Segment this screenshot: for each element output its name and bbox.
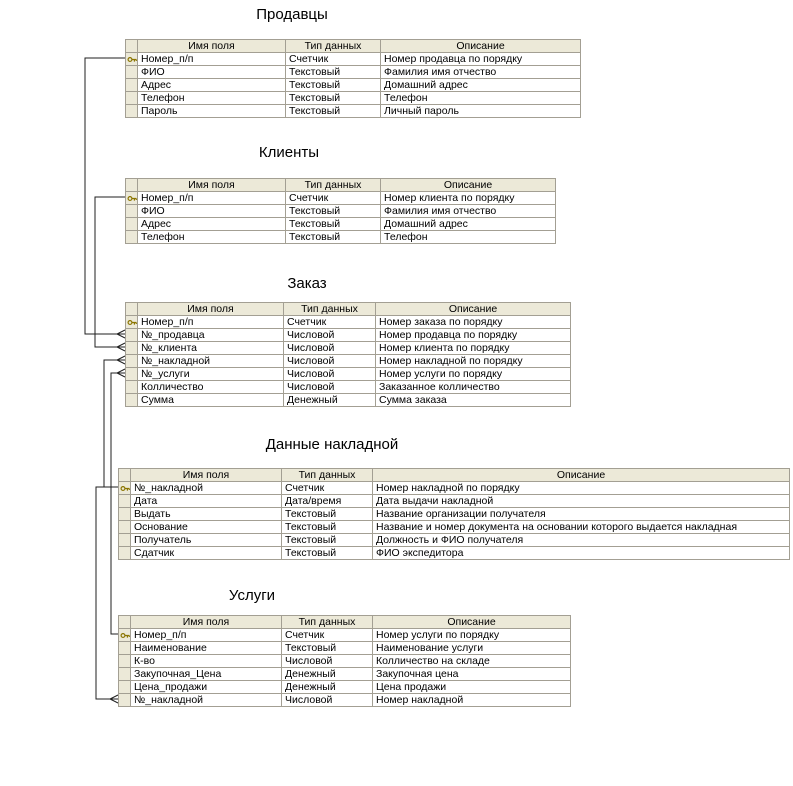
- field-type-cell: Числовой: [284, 368, 376, 381]
- field-name-cell: Адрес: [138, 79, 286, 92]
- row-selector: [119, 694, 131, 707]
- field-name-cell: Наименование: [131, 642, 282, 655]
- relationship-line-sellers-order: [85, 58, 125, 334]
- row-selector: [119, 508, 131, 521]
- table-title-invoice: Данные накладной: [265, 436, 399, 453]
- field-row: [126, 355, 571, 368]
- field-name-cell: №_продавца: [138, 329, 284, 342]
- field-row: [126, 105, 581, 118]
- relationship-line-clients-order: [95, 197, 125, 347]
- relationship-arrow-icon: [117, 330, 125, 338]
- field-desc-cell: Номер накладной по порядку: [373, 482, 790, 495]
- field-desc-cell: Номер клиента по порядку: [381, 192, 556, 205]
- primary-key-icon: [120, 631, 130, 640]
- field-desc-cell: Цена продажи: [373, 681, 571, 694]
- table-header-row: [126, 303, 571, 316]
- primary-key-icon: [127, 55, 137, 64]
- field-type-cell: Денежный: [282, 681, 373, 694]
- field-type-cell: Текстовый: [286, 231, 381, 244]
- row-selector: [126, 92, 138, 105]
- field-row: [126, 342, 571, 355]
- field-type-cell: Денежный: [282, 668, 373, 681]
- row-selector: [126, 316, 138, 329]
- field-type-cell: Текстовый: [286, 66, 381, 79]
- table-header-row: [126, 179, 556, 192]
- field-type-cell: Текстовый: [286, 92, 381, 105]
- field-desc-cell: Дата выдачи накладной: [373, 495, 790, 508]
- field-name-cell: Получатель: [131, 534, 282, 547]
- table-header-row: [119, 616, 571, 629]
- field-row: [126, 368, 571, 381]
- field-type-cell: Текстовый: [286, 79, 381, 92]
- field-type-cell: Счетчик: [286, 192, 381, 205]
- field-desc-cell: Личный пароль: [381, 105, 581, 118]
- column-header-description: Описание: [381, 179, 556, 192]
- table-clients: [125, 178, 556, 244]
- field-desc-cell: Номер накладной: [373, 694, 571, 707]
- field-desc-cell: Телефон: [381, 231, 556, 244]
- row-selector: [126, 66, 138, 79]
- field-type-cell: Текстовый: [282, 508, 373, 521]
- column-header-field-name: Имя поля: [138, 303, 284, 316]
- field-row: [126, 218, 556, 231]
- row-selector: [126, 192, 138, 205]
- row-selector-header: [119, 469, 131, 482]
- row-selector: [119, 482, 131, 495]
- field-name-cell: ФИО: [138, 205, 286, 218]
- field-row: [119, 668, 571, 681]
- column-header-description: Описание: [376, 303, 571, 316]
- field-desc-cell: Закупочная цена: [373, 668, 571, 681]
- column-header-data-type: Тип данных: [282, 469, 373, 482]
- row-selector: [119, 495, 131, 508]
- row-selector: [119, 521, 131, 534]
- field-row: [126, 66, 581, 79]
- field-type-cell: Текстовый: [282, 547, 373, 560]
- primary-key-icon: [127, 318, 137, 327]
- row-selector-header: [126, 40, 138, 53]
- field-type-cell: Текстовый: [286, 205, 381, 218]
- column-header-description: Описание: [373, 469, 790, 482]
- row-selector: [119, 547, 131, 560]
- field-type-cell: Числовой: [284, 329, 376, 342]
- field-name-cell: №_накладной: [131, 694, 282, 707]
- table-title-sellers: Продавцы: [256, 6, 328, 23]
- row-selector-header: [126, 179, 138, 192]
- row-selector: [119, 655, 131, 668]
- field-type-cell: Счетчик: [282, 629, 373, 642]
- field-name-cell: Телефон: [138, 92, 286, 105]
- field-type-cell: Числовой: [284, 355, 376, 368]
- field-type-cell: Дата/время: [282, 495, 373, 508]
- field-row: [119, 681, 571, 694]
- field-row: [119, 521, 790, 534]
- field-desc-cell: Номер услуги по порядку: [373, 629, 571, 642]
- field-desc-cell: Номер продавца по порядку: [376, 329, 571, 342]
- field-row: [119, 694, 571, 707]
- field-type-cell: Текстовый: [282, 642, 373, 655]
- table-header-row: [119, 469, 790, 482]
- field-desc-cell: Сумма заказа: [376, 394, 571, 407]
- row-selector: [126, 394, 138, 407]
- field-name-cell: ФИО: [138, 66, 286, 79]
- column-header-data-type: Тип данных: [286, 40, 381, 53]
- column-header-field-name: Имя поля: [131, 616, 282, 629]
- field-row: [119, 482, 790, 495]
- row-selector: [119, 534, 131, 547]
- column-header-data-type: Тип данных: [282, 616, 373, 629]
- field-desc-cell: Номер заказа по порядку: [376, 316, 571, 329]
- field-row: [119, 642, 571, 655]
- field-name-cell: Номер_п/п: [138, 53, 286, 66]
- field-row: [119, 508, 790, 521]
- field-row: [126, 92, 581, 105]
- column-header-data-type: Тип данных: [284, 303, 376, 316]
- row-selector: [126, 329, 138, 342]
- field-name-cell: К-во: [131, 655, 282, 668]
- table-header-row: [126, 40, 581, 53]
- row-selector: [126, 368, 138, 381]
- field-name-cell: №_накладной: [131, 482, 282, 495]
- field-type-cell: Текстовый: [286, 218, 381, 231]
- table-title-services: Услуги: [228, 587, 276, 604]
- field-row: [126, 231, 556, 244]
- row-selector: [126, 205, 138, 218]
- table-title-order: Заказ: [287, 275, 327, 292]
- row-selector: [126, 79, 138, 92]
- field-desc-cell: ФИО экспедитора: [373, 547, 790, 560]
- field-name-cell: Закупочная_Цена: [131, 668, 282, 681]
- field-row: [126, 394, 571, 407]
- field-row: [119, 629, 571, 642]
- row-selector-header: [126, 303, 138, 316]
- field-row: [119, 547, 790, 560]
- field-type-cell: Текстовый: [282, 534, 373, 547]
- row-selector: [119, 629, 131, 642]
- field-desc-cell: Телефон: [381, 92, 581, 105]
- row-selector: [126, 53, 138, 66]
- column-header-field-name: Имя поля: [138, 40, 286, 53]
- field-row: [126, 316, 571, 329]
- field-name-cell: №_накладной: [138, 355, 284, 368]
- field-name-cell: Номер_п/п: [138, 316, 284, 329]
- relationship-arrow-icon: [110, 695, 118, 703]
- relationship-arrow-icon: [117, 369, 125, 377]
- field-type-cell: Денежный: [284, 394, 376, 407]
- field-type-cell: Текстовый: [282, 521, 373, 534]
- field-name-cell: №_клиента: [138, 342, 284, 355]
- field-desc-cell: Домашний адрес: [381, 218, 556, 231]
- column-header-description: Описание: [373, 616, 571, 629]
- field-row: [119, 534, 790, 547]
- field-row: [119, 495, 790, 508]
- table-invoice: [118, 468, 790, 560]
- field-type-cell: Счетчик: [284, 316, 376, 329]
- field-type-cell: Числовой: [282, 655, 373, 668]
- row-selector: [119, 642, 131, 655]
- field-row: [126, 192, 556, 205]
- field-desc-cell: Название и номер документа на основании которого выдается накладная: [373, 521, 790, 534]
- field-name-cell: Номер_п/п: [138, 192, 286, 205]
- field-row: [126, 381, 571, 394]
- field-name-cell: Сумма: [138, 394, 284, 407]
- field-desc-cell: Номер клиента по порядку: [376, 342, 571, 355]
- field-desc-cell: Фамилия имя отчество: [381, 205, 556, 218]
- field-name-cell: Основание: [131, 521, 282, 534]
- field-desc-cell: Заказанное колличество: [376, 381, 571, 394]
- field-name-cell: №_услуги: [138, 368, 284, 381]
- row-selector: [126, 218, 138, 231]
- field-name-cell: Выдать: [131, 508, 282, 521]
- field-desc-cell: Колличество на складе: [373, 655, 571, 668]
- field-row: [126, 205, 556, 218]
- field-desc-cell: Фамилия имя отчество: [381, 66, 581, 79]
- field-type-cell: Числовой: [284, 381, 376, 394]
- field-desc-cell: Название организации получателя: [373, 508, 790, 521]
- column-header-field-name: Имя поля: [131, 469, 282, 482]
- primary-key-icon: [120, 484, 130, 493]
- field-desc-cell: Наименование услуги: [373, 642, 571, 655]
- row-selector: [126, 355, 138, 368]
- column-header-field-name: Имя поля: [138, 179, 286, 192]
- row-selector: [126, 231, 138, 244]
- field-type-cell: Счетчик: [282, 482, 373, 495]
- field-name-cell: Дата: [131, 495, 282, 508]
- primary-key-icon: [127, 194, 137, 203]
- relationship-line-invoice-services: [96, 487, 118, 699]
- field-row: [126, 79, 581, 92]
- field-desc-cell: Номер продавца по порядку: [381, 53, 581, 66]
- field-desc-cell: Номер накладной по порядку: [376, 355, 571, 368]
- field-name-cell: Пароль: [138, 105, 286, 118]
- row-selector: [126, 105, 138, 118]
- field-type-cell: Текстовый: [286, 105, 381, 118]
- row-selector: [126, 381, 138, 394]
- row-selector: [119, 668, 131, 681]
- row-selector: [119, 681, 131, 694]
- field-name-cell: Сдатчик: [131, 547, 282, 560]
- table-services: [118, 615, 571, 707]
- column-header-data-type: Тип данных: [286, 179, 381, 192]
- field-name-cell: Адрес: [138, 218, 286, 231]
- column-header-description: Описание: [381, 40, 581, 53]
- field-type-cell: Числовой: [282, 694, 373, 707]
- field-name-cell: Номер_п/п: [131, 629, 282, 642]
- relationship-arrow-icon: [117, 343, 125, 351]
- table-order: [125, 302, 571, 407]
- field-desc-cell: Должность и ФИО получателя: [373, 534, 790, 547]
- table-sellers: [125, 39, 581, 118]
- field-name-cell: Колличество: [138, 381, 284, 394]
- field-desc-cell: Домашний адрес: [381, 79, 581, 92]
- field-row: [119, 655, 571, 668]
- field-name-cell: Телефон: [138, 231, 286, 244]
- row-selector: [126, 342, 138, 355]
- field-desc-cell: Номер услуги по порядку: [376, 368, 571, 381]
- field-row: [126, 329, 571, 342]
- field-type-cell: Числовой: [284, 342, 376, 355]
- field-row: [126, 53, 581, 66]
- field-type-cell: Счетчик: [286, 53, 381, 66]
- relationship-arrow-icon: [117, 356, 125, 364]
- field-name-cell: Цена_продажи: [131, 681, 282, 694]
- table-title-clients: Клиенты: [258, 144, 320, 161]
- row-selector-header: [119, 616, 131, 629]
